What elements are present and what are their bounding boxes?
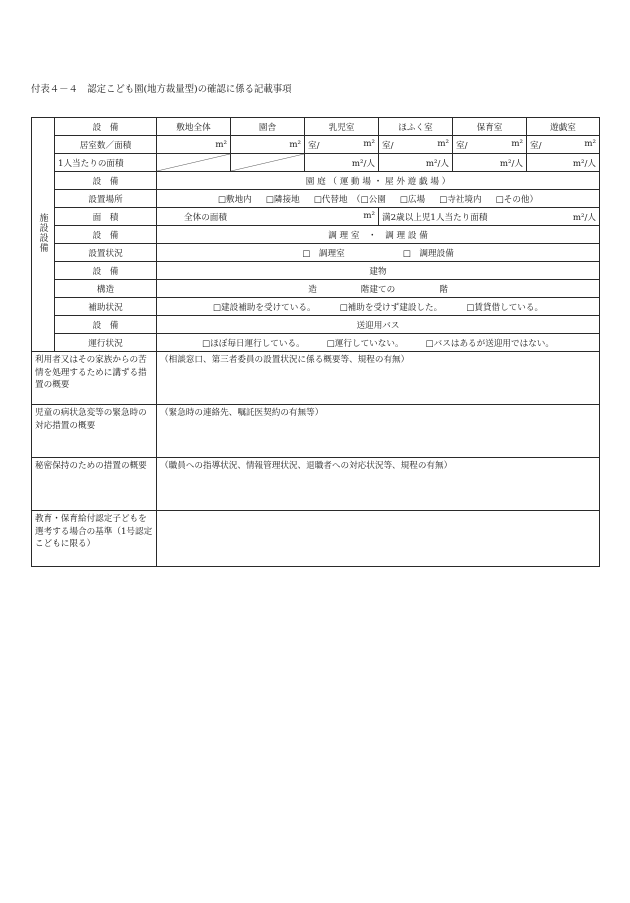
nursery-per-child-cell[interactable]: m²/人 — [453, 154, 527, 172]
rooms-per-child-row — [32, 154, 600, 172]
checkbox-bus-daily[interactable]: □ほぼ毎日運行している。 — [202, 338, 305, 349]
checkbox-kitchen-room[interactable]: □ 調理室 — [302, 248, 345, 259]
building-area-cell[interactable]: m² — [231, 136, 305, 154]
header-playroom: 遊戯室 — [527, 118, 600, 136]
section-complaints-row — [32, 352, 600, 405]
section-emergency-label: 児童の病状急変等の緊急時の対応措置の概要 — [32, 405, 157, 458]
section-selection-label: 教育・保育給付認定子どもを選考する場合の基準（1号認定こどもに限る） — [32, 511, 157, 567]
bus-equipment-value: 送迎用バス — [157, 316, 600, 334]
kitchen-status-label: 設置状況 — [55, 244, 157, 262]
header-nursery-room: 保育室 — [453, 118, 527, 136]
checkbox-bus-not-operating[interactable]: □運行していない。 — [326, 338, 404, 349]
infant-room-cell[interactable]: 室/ m² — [305, 136, 379, 154]
crawling-room-cell[interactable]: 室/ m² — [379, 136, 453, 154]
playroom-cell[interactable]: 室/ m² — [527, 136, 600, 154]
site-per-child-na — [157, 154, 231, 172]
kitchen-equipment-row — [32, 226, 600, 244]
building-structure-row — [32, 280, 600, 298]
garden-total-area-cell[interactable]: 全体の面積 m² — [157, 208, 379, 226]
garden-equipment-value: 園 庭 （ 運 動 場 ・ 屋 外 遊 戯 場 ） — [157, 172, 600, 190]
section-complaints-label: 利用者又はその家族からの苦情を処理するために講ずる措置の概要 — [32, 352, 157, 405]
building-subsidy-label: 補助状況 — [55, 298, 157, 316]
building-equipment-row — [32, 262, 600, 280]
garden-area-label: 面 積 — [55, 208, 157, 226]
building-per-child-na — [231, 154, 305, 172]
garden-equipment-label: 設 備 — [55, 172, 157, 190]
garden-location-label: 設置場所 — [55, 190, 157, 208]
nursery-room-cell[interactable]: 室/ m² — [453, 136, 527, 154]
kitchen-equipment-value: 調 理 室 ・ 調 理 設 備 — [157, 226, 600, 244]
checkbox-plaza[interactable]: □広場 — [399, 194, 426, 205]
document-title: 付表４－４ 認定こども園(地方裁量型)の確認に係る記載事項 — [31, 84, 292, 95]
checkbox-other[interactable]: □その他） — [495, 194, 539, 205]
checkbox-adjacent[interactable]: □隣接地 — [265, 194, 300, 205]
playroom-per-child-cell[interactable]: m²/人 — [527, 154, 600, 172]
checkbox-no-subsidy[interactable]: □補助を受けず建設した。 — [339, 302, 443, 313]
site-area-cell[interactable]: m² — [157, 136, 231, 154]
facilities-side-label: 施設設備 — [32, 118, 55, 352]
rooms-count-area-row — [32, 136, 600, 154]
section-selection-field[interactable] — [157, 511, 600, 567]
garden-per-child-cell[interactable]: 満2歳以上児1人当たり面積 m²/人 — [379, 208, 600, 226]
building-structure-label: 構造 — [55, 280, 157, 298]
checkbox-lease[interactable]: □賃貸借している。 — [466, 302, 544, 313]
bus-equipment-label: 設 備 — [55, 316, 157, 334]
kitchen-status-options — [157, 244, 600, 262]
section-confidentiality-row — [32, 458, 600, 511]
section-confidentiality-field[interactable]: （職員への指導状況、情報管理状況、退職者への対応状況等、規程の有無） — [157, 458, 600, 511]
bus-equipment-row — [32, 316, 600, 334]
per-child-label: 1人当たりの面積 — [55, 154, 157, 172]
section-selection-row — [32, 511, 600, 567]
section-emergency-field[interactable]: （緊急時の連絡先、嘱託医契約の有無等） — [157, 405, 600, 458]
crawling-per-child-cell[interactable]: m²/人 — [379, 154, 453, 172]
header-building: 園舎 — [231, 118, 305, 136]
rooms-equipment-label: 設 備 — [55, 118, 157, 136]
section-confidentiality-label: 秘密保持のための措置の概要 — [32, 458, 157, 511]
garden-area-row — [32, 208, 600, 226]
garden-location-row — [32, 190, 600, 208]
garden-location-options — [157, 190, 600, 208]
checkbox-kitchen-equipment[interactable]: □ 調理設備 — [402, 248, 454, 259]
building-equipment-value: 建物 — [157, 262, 600, 280]
header-crawling-room: ほふく室 — [379, 118, 453, 136]
building-structure-cell[interactable]: 造 階建ての 階 — [157, 280, 600, 298]
building-subsidy-options — [157, 298, 600, 316]
count-area-label: 居室数／面積 — [55, 136, 157, 154]
bus-status-row — [32, 334, 600, 352]
section-complaints-field[interactable]: （相談窓口、第三者委員の設置状況に係る概要等、規程の有無） — [157, 352, 600, 405]
bus-status-label: 運行状況 — [55, 334, 157, 352]
building-equipment-label: 設 備 — [55, 262, 157, 280]
garden-equipment-row — [32, 172, 600, 190]
checkbox-shrine-grounds[interactable]: □寺社境内 — [439, 194, 482, 205]
facility-table — [31, 117, 600, 567]
header-site: 敷地全体 — [157, 118, 231, 136]
checkbox-bus-not-for-transport[interactable]: □バスはあるが送迎用ではない。 — [425, 338, 554, 349]
header-infant-room: 乳児室 — [305, 118, 379, 136]
infant-per-child-cell[interactable]: m²/人 — [305, 154, 379, 172]
checkbox-on-site[interactable]: □敷地内 — [217, 194, 252, 205]
checkbox-construction-subsidy[interactable]: □建設補助を受けている。 — [212, 302, 316, 313]
rooms-header-row — [32, 118, 600, 136]
kitchen-equipment-label: 設 備 — [55, 226, 157, 244]
bus-status-options — [157, 334, 600, 352]
checkbox-substitute[interactable]: □代替地 （□公園 — [313, 194, 386, 205]
kitchen-status-row — [32, 244, 600, 262]
section-emergency-row — [32, 405, 600, 458]
building-subsidy-row — [32, 298, 600, 316]
